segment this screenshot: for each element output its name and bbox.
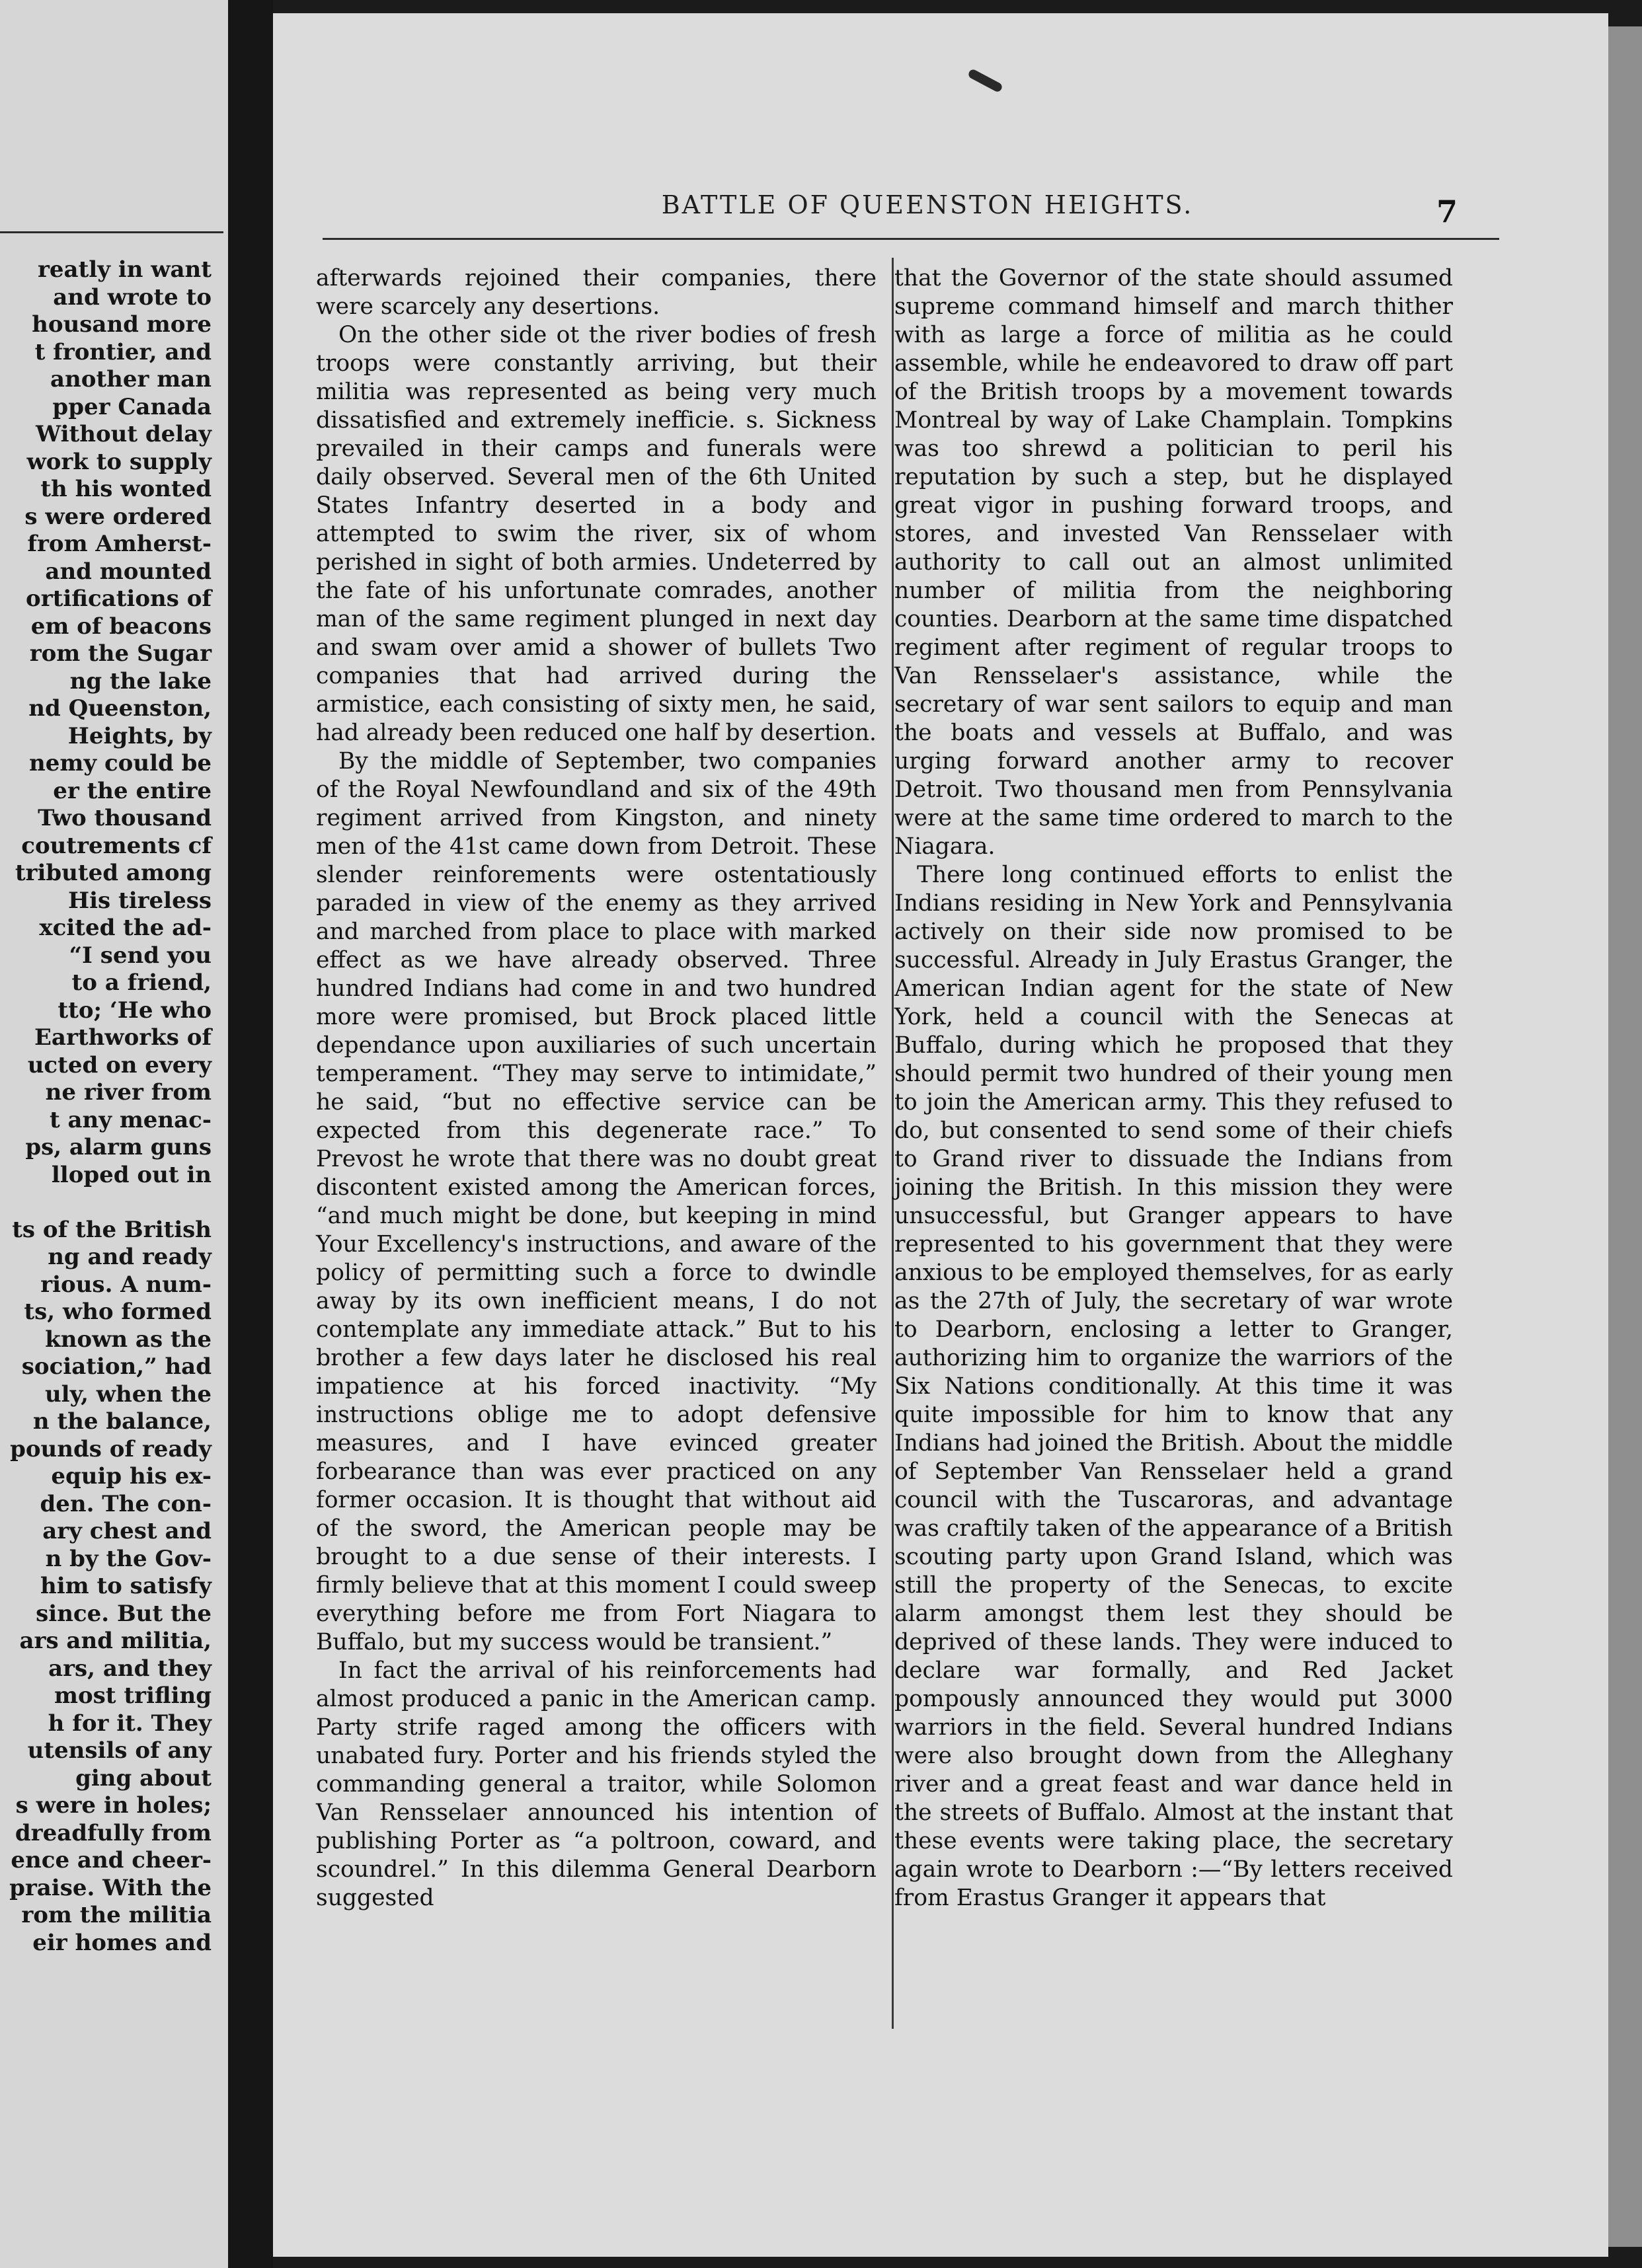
previous-page-line: to a friend, [71,969,212,996]
page-header [273,188,1529,241]
previous-page-line: coutrements cf [21,832,212,859]
text-column-right [894,264,1453,1912]
paragraph: On the other side ot the river bodies of fresh troops were constantly arriving, but their militia was represented as being very much dissatisfied and extremely inefficie. s. Sickness prevailed in their camps and funerals were daily observed. Several men of the 6th United States Infantry deserted in a body and attempted to swim the river, six of whom perished in sight of both armies. Undeterred by the fate of his unfortunate comrades, another man of the same regiment plunged in next day and swam over amid a shower of bullets Two companies that had arrived during the armistice, each consisting of sixty men, he said, had already been reduced one half by desertion. [316,322,877,746]
previous-page-line: utensils of any [27,1737,212,1764]
previous-page-line: since. But the [36,1600,212,1627]
previous-page-line: ortifications of [26,586,212,612]
previous-page-line: s were in holes; [15,1792,212,1819]
previous-page-line: dreadfully from [15,1819,212,1846]
previous-page-line: known as the [45,1326,212,1353]
running-title: BATTLE OF QUEENSTON HEIGHTS. [661,190,1194,219]
previous-page-line: ps, alarm guns [25,1134,212,1160]
previous-page-line: t frontier, and [34,338,212,365]
paragraph: In fact the arrival of his reinforcements had almost produced a panic in the American camp. Party strife raged among the officers with unabated fury. Porter and his friends styled the commanding general a traitor, while Solomon Van Rensselaer announced his intention of publishing Porter as “a poltroon, coward, and scoundrel.” In this dilemma General Dearborn suggested [316,1657,877,1911]
book-page [273,13,1608,2257]
previous-page-line: ars and militia, [19,1628,212,1654]
previous-page-line: th his wonted [40,476,212,502]
column-divider [892,258,894,2029]
previous-page-line: pper Canada [52,393,212,420]
previous-page-line: from Amherst- [27,531,212,557]
page-edge [1608,26,1642,2247]
previous-page-line: ars, and they [48,1655,212,1682]
previous-page-line: housand more [32,311,212,338]
previous-page-line: ng the lake [69,667,212,695]
previous-page-line: rom the militia [21,1902,212,1928]
previous-page-line: and mounted [45,558,212,585]
previous-page-line: most trifling [54,1682,212,1709]
previous-page-line: Earthworks of [34,1024,212,1051]
previous-page-line: pounds of ready [10,1435,212,1462]
previous-page-line: equip his ex- [51,1463,212,1490]
paragraph: afterwards rejoined their companies, there were scarcely any desertions. [316,265,877,320]
previous-page-line: ng and ready [48,1244,212,1270]
previous-page-line: s were ordered [24,503,212,530]
text-column-left [316,264,877,1912]
previous-page-line: and wrote to [53,284,212,311]
previous-page-line: n the balance, [32,1408,212,1435]
previous-page-line: tributed among [15,860,212,886]
paragraph: There long continued efforts to enlist the Indians residing in New York and Pennsylvania actively on their side now promised to be successful. Already in July Erastus Granger, the American Indian agent for the state of New York, held a council with the Senecas at Buffalo, during which he proposed that they should permit two hundred of their young men to join the American army. This they refused to do, but consented to send some of their chiefs to Grand river to dissuade the Indians from joining the British. In this mission they were unsuccessful, but Granger appears to have represented to his government that they were anxious to be employed themselves, for as early as the 27th of July, the secretary of war wrote to Dearborn, enclosing a letter to Granger, authorizing him to organize the warriors of the Six Nations conditionally. At this time it was quite impossible for him to know that any Indians had joined the British. About the middle of September Van Rensselaer held a grand council with the Tuscaroras, and advantage was craftily taken of the appearance of a British scouting party upon Grand Island, which was still the property of the Senecas, to excite alarm amongst them lest they should be deprived of these lands. They were induced to declare war formally, and Red Jacket pompously announced they would put 3000 warriors in the field. Several hundred Indians were also brought down from the Alleghany river and a great feast and war dance held in the streets of Buffalo. Almost at the instant that these events were taking place, the secretary again wrote to Dearborn :—“By letters received from Erastus Granger it appears that [894,862,1453,1911]
previous-page-line: work to supply [26,448,212,475]
previous-page-line: ne river from [45,1079,212,1106]
previous-page-line: nd Queenston, [28,695,212,722]
previous-page-line: praise. With the [9,1874,212,1901]
previous-page-line: er the entire [53,777,212,804]
previous-page-line: ts of the British [12,1216,212,1243]
ink-smudge [967,68,1003,93]
previous-page [0,0,228,2268]
previous-page-line: sociation,” had [21,1353,212,1380]
page-number: 7 [1436,194,1458,229]
previous-page-line: tto; ‘He who [58,997,212,1024]
previous-page-line: ucted on every [27,1051,212,1078]
previous-page-line: ts, who formed [24,1299,212,1325]
book-gutter [228,0,273,2268]
previous-page-line: reatly in want [38,256,212,283]
previous-page-line: rom the Sugar [29,640,212,667]
previous-page-line [0,1189,212,1217]
previous-page-line: another man [50,366,212,393]
previous-page-line: t any menac- [49,1106,212,1133]
paragraph: that the Governor of the state should assumed supreme command himself and march thither with as large a force of militia as he could assemble, while he endeavored to draw off part of the British troops by a movement towards Montreal by way of Lake Champlain. Tompkins was too shrewd a politician to peril his reputation by such a step, but he displayed great vigor in pushing forward troops, and stores, and invested Van Rensselaer with authority to call out an almost unlimited number of militia from the neighboring counties. Dearborn at the same time dispatched regiment after regiment of regular troops to Van Rensselaer's assistance, while the secretary of war sent sailors to equip and man the boats and vessels at Buffalo, and was urging forward another army to recover Detroit. Two thousand men from Pennsylvania were at the same time ordered to march to the Niagara. [894,265,1453,860]
previous-page-line: ence and cheer- [11,1847,212,1873]
previous-page-line: xcited the ad- [39,915,212,941]
previous-page-line: Heights, by [67,722,212,749]
previous-page-line: eir homes and [32,1929,212,1956]
paragraph: By the middle of September, two companies of the Royal Newfoundland and six of the 49th regiment arrived from Kingston, and ninety men of the 41st came down from Detroit. These slender reinforements were ostentatiously paraded in view of the enemy as they arrived and marched from place to place with marked effect as we have already observed. Three hundred Indians had come in and two hundred more were promised, but Brock placed little dependance upon auxiliaries of such uncertain temperament. “They may serve to intimidate,” he said, “but no effective service can be expected from this degenerate race.” To Prevost he wrote that there was no doubt great discontent existed among the American forces, “and much might be done, but keeping in mind Your Excellency's instructions, and aware of the policy of permitting such a force to dwindle away by its own inefficient means, I do not contemplate any immediate attack.” But to his brother a few days later he disclosed his real impatience at his forced inactivity. “My instructions oblige me to adopt defensive measures, and I have evinced greater forbearance than was ever practiced on any former occasion. It is thought that without aid of the sword, the American people may be brought to a due sense of their interests. I firmly believe that at this moment I could sweep everything before me from Fort Niagara to Buffalo, but my success would be transient.” [316,748,877,1655]
previous-page-line: ging about [75,1764,212,1792]
previous-page-line: uly, when the [44,1380,212,1408]
previous-page-line: lloped out in [51,1161,212,1188]
previous-page-line: nemy could be [29,750,212,776]
previous-page-line: em of beacons [30,613,212,640]
previous-page-line: ary chest and [42,1518,212,1544]
previous-page-line: Two thousand [38,805,212,831]
previous-page-line: Without delay [36,421,212,447]
previous-page-line: him to satisfy [40,1573,212,1599]
previous-page-line: den. The con- [40,1490,212,1517]
previous-page-line: “I send you [69,942,212,969]
previous-page-line: His tireless [67,887,212,914]
header-rule [323,238,1499,240]
previous-page-line: n by the Gov- [45,1545,212,1572]
previous-page-rule [0,231,223,233]
previous-page-text [0,256,212,1957]
previous-page-line: h for it. They [48,1710,212,1737]
previous-page-line: rious. A num- [40,1271,212,1298]
